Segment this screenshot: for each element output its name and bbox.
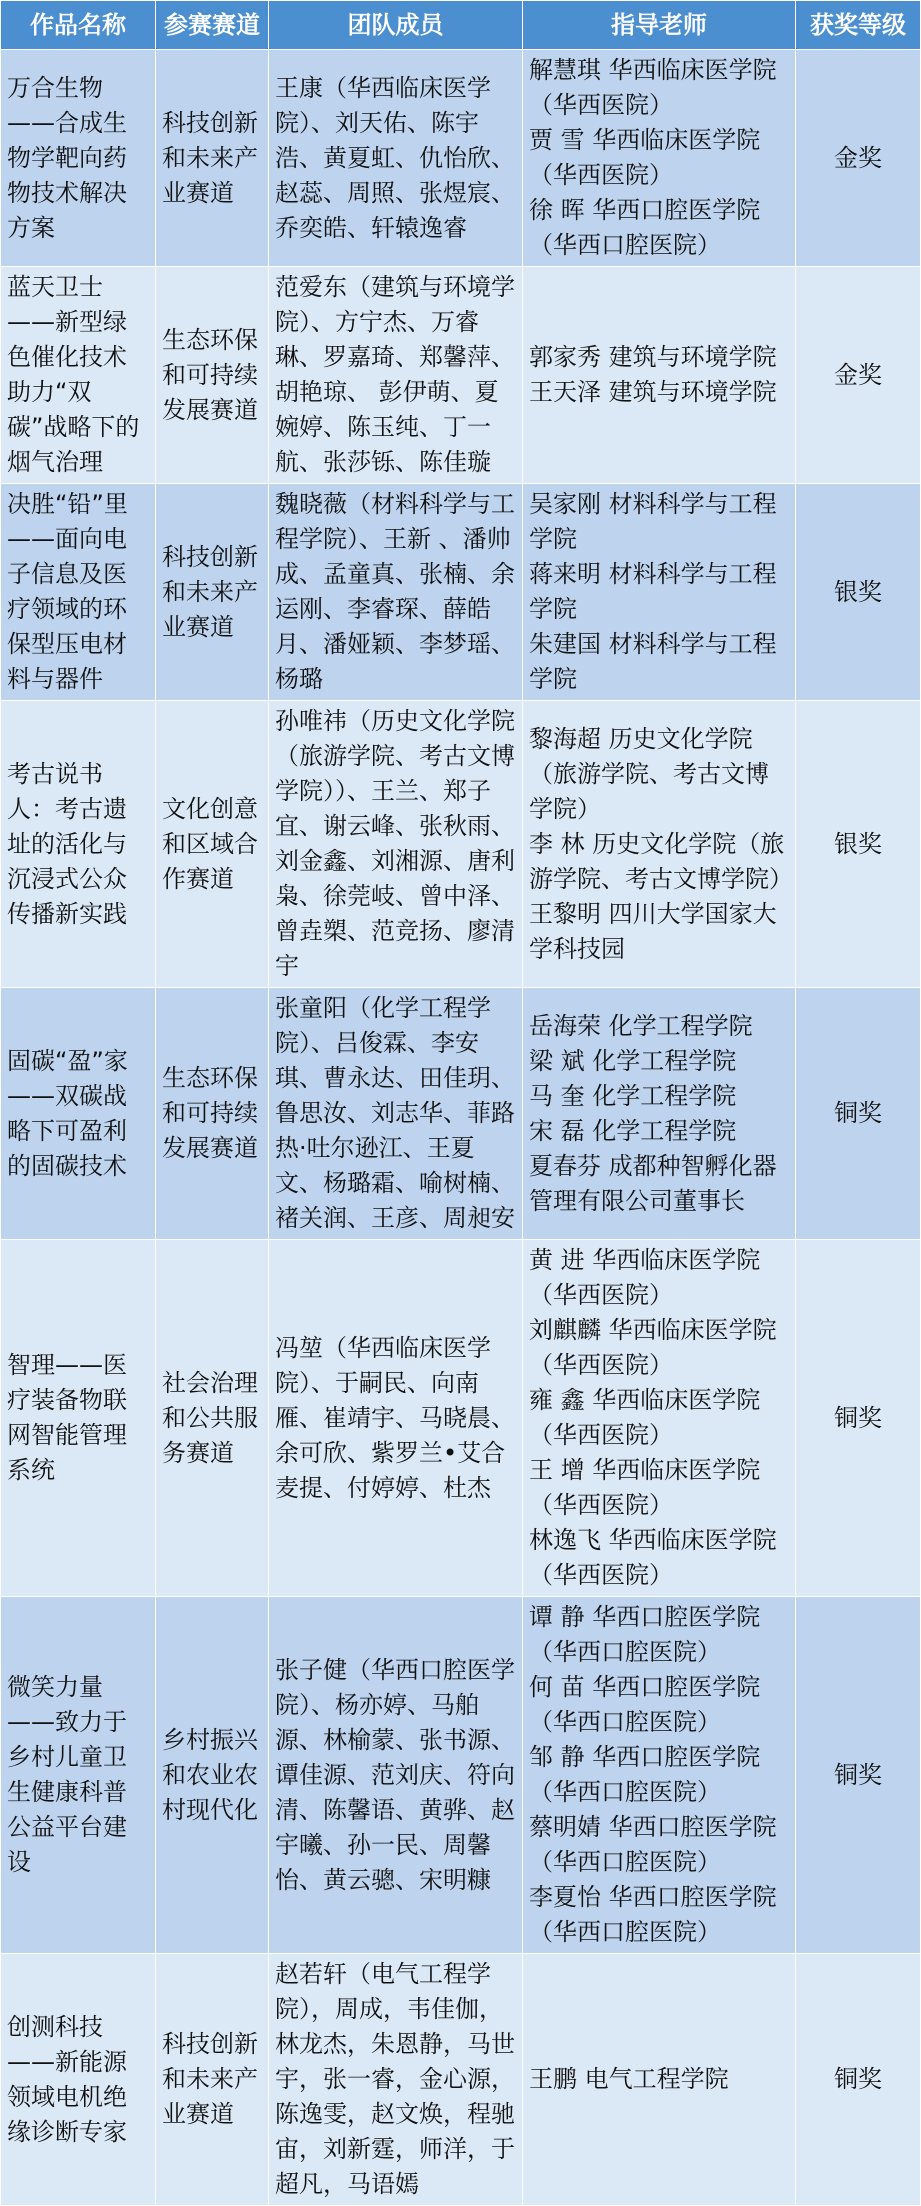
advisor-item: 黄 进 华西临床医学院（华西医院） bbox=[529, 1246, 761, 1309]
header-level: 获奖等级 bbox=[796, 1, 921, 50]
entry-team: 张子健（华西口腔医学院）、杨亦婷、马舶源、林榆蒙、张书源、谭佳源、范刘庆、符向清、陈馨语、黄骅、赵宇曦、孙一民、周馨怡、黄云骢、宋明糠 bbox=[269, 1597, 523, 1954]
header-name: 作品名称 bbox=[1, 1, 156, 50]
entry-level: 金奖 bbox=[796, 50, 921, 267]
entry-track: 生态环保和可持续发展赛道 bbox=[156, 988, 269, 1240]
header-row bbox=[1, 1, 921, 50]
table-row bbox=[1, 701, 921, 988]
entry-level: 铜奖 bbox=[796, 988, 921, 1240]
advisor-item: 吴家刚 材料科学与工程学院 bbox=[529, 490, 777, 553]
entry-advisors bbox=[523, 1240, 796, 1597]
table-row bbox=[1, 484, 921, 701]
advisor-item: 宋 磊 化学工程学院 bbox=[529, 1116, 737, 1145]
entry-team: 魏晓薇（材料科学与工程学院）、王新 、潘帅成、孟童真、张楠、余运刚、李睿琛、薛皓月、潘娅颖、李梦瑶、杨璐 bbox=[269, 484, 523, 701]
advisor-item: 朱建国 材料科学与工程学院 bbox=[529, 630, 777, 693]
advisor-item: 雍 鑫 华西临床医学院（华西医院） bbox=[529, 1386, 761, 1449]
advisor-item: 刘麒麟 华西临床医学院（华西医院） bbox=[529, 1316, 777, 1379]
advisor-item: 黎海超 历史文化学院（旅游学院、考古文博学院） bbox=[529, 724, 769, 823]
advisor-item: 何 苗 华西口腔医学院（华西口腔医院） bbox=[529, 1673, 761, 1736]
advisor-item: 岳海荣 化学工程学院 bbox=[529, 1011, 753, 1040]
entry-name: 微笑力量——致力于乡村儿童卫生健康科普公益平台建设 bbox=[1, 1597, 156, 1954]
table-row bbox=[1, 267, 921, 484]
entry-level: 铜奖 bbox=[796, 1954, 921, 2206]
entry-track: 文化创意和区域合作赛道 bbox=[156, 701, 269, 988]
advisor-item: 梁 斌 化学工程学院 bbox=[529, 1046, 737, 1075]
entry-track: 生态环保和可持续发展赛道 bbox=[156, 267, 269, 484]
advisor-item: 贾 雪 华西临床医学院（华西医院） bbox=[529, 126, 761, 189]
table-row bbox=[1, 50, 921, 267]
advisor-item: 解慧琪 华西临床医学院（华西医院） bbox=[529, 56, 777, 119]
advisor-item: 林逸飞 华西临床医学院（华西医院） bbox=[529, 1526, 777, 1589]
advisor-item: 郭家秀 建筑与环境学院 bbox=[529, 343, 777, 371]
advisor-item: 王黎明 四川大学国家大学科技园 bbox=[529, 899, 777, 963]
header-track: 参赛赛道 bbox=[156, 1, 269, 50]
table-row bbox=[1, 1597, 921, 1954]
entry-track: 科技创新和未来产业赛道 bbox=[156, 50, 269, 267]
entry-team: 王康（华西临床医学院）、刘天佑、陈宇浩、黄夏虹、仇怡欣、赵蕊、周照、张煜宸、乔奕皓、轩辕逸睿 bbox=[269, 50, 523, 267]
entry-team: 孙唯祎（历史文化学院（旅游学院、考古文博学院））、王兰、郑子宜、谢云峰、张秋雨、刘金鑫、刘湘源、唐利枭、徐莞岐、曾中泽、曾垚槊、范竞扬、廖清宇 bbox=[269, 701, 523, 988]
entry-track: 社会治理和公共服务赛道 bbox=[156, 1240, 269, 1597]
header-team: 团队成员 bbox=[269, 1, 523, 50]
entry-team: 张童阳（化学工程学院）、吕俊霖、李安琪、曹永达、田佳玥、鲁思汝、刘志华、菲路热·吐尔逊江、王夏文、杨璐霜、喻树楠、褚关润、王彦、周昶安 bbox=[269, 988, 523, 1240]
entry-track: 科技创新和未来产业赛道 bbox=[156, 1954, 269, 2206]
entry-name: 决胜“铅”里——面向电子信息及医疗领域的环保型压电材料与器件 bbox=[1, 484, 156, 701]
entry-advisors bbox=[523, 988, 796, 1240]
entry-level: 银奖 bbox=[796, 701, 921, 988]
entry-name: 万合生物——合成生物学靶向药物技术解决方案 bbox=[1, 50, 156, 267]
table-row bbox=[1, 1954, 921, 2206]
entry-advisors bbox=[523, 701, 796, 988]
entry-track: 科技创新和未来产业赛道 bbox=[156, 484, 269, 701]
entry-level: 银奖 bbox=[796, 484, 921, 701]
advisor-item: 马 奎 化学工程学院 bbox=[529, 1081, 737, 1110]
table-row bbox=[1, 988, 921, 1240]
advisor-item: 李 林 历史文化学院（旅游学院、考古文博学院） bbox=[529, 829, 793, 893]
table-row bbox=[1, 1240, 921, 1597]
entry-track: 乡村振兴和农业农村现代化 bbox=[156, 1597, 269, 1954]
advisor-item: 蔡明婧 华西口腔医学院（华西口腔医院） bbox=[529, 1813, 777, 1876]
entry-name: 创测科技——新能源领域电机绝缘诊断专家 bbox=[1, 1954, 156, 2206]
entry-level: 铜奖 bbox=[796, 1597, 921, 1954]
entry-level: 铜奖 bbox=[796, 1240, 921, 1597]
advisor-item: 蒋来明 材料科学与工程学院 bbox=[529, 560, 777, 623]
entry-name: 蓝天卫士——新型绿色催化技术助力“双碳”战略下的烟气治理 bbox=[1, 267, 156, 484]
advisor-item: 徐 晖 华西口腔医学院（华西口腔医院） bbox=[529, 196, 761, 259]
advisor-item: 邹 静 华西口腔医学院（华西口腔医院） bbox=[529, 1743, 761, 1806]
entry-team: 赵若轩（电气工程学院），周成，韦佳伽，林龙杰，朱恩静，马世宇，张一睿，金心源，陈逸雯，赵文焕，程驰宙，刘新霆，师洋，于超凡，马语嫣 bbox=[269, 1954, 523, 2206]
entry-advisors bbox=[523, 484, 796, 701]
entry-advisors bbox=[523, 50, 796, 267]
header-advisors: 指导老师 bbox=[523, 1, 796, 50]
advisor-item: 王天泽 建筑与环境学院 bbox=[529, 378, 777, 406]
advisor-item: 王鹏 电气工程学院 bbox=[529, 2065, 729, 2093]
entry-advisors bbox=[523, 1597, 796, 1954]
entry-team: 范爱东（建筑与环境学院）、方宁杰、万睿琳、罗嘉琦、郑馨萍、胡艳琼、 彭伊萌、夏婉婷、陈玉纯、丁一航、张莎铄、陈佳璇 bbox=[269, 267, 523, 484]
entry-name: 智理——医疗装备物联网智能管理系统 bbox=[1, 1240, 156, 1597]
advisor-item: 李夏怡 华西口腔医学院（华西口腔医院） bbox=[529, 1883, 777, 1946]
advisor-item: 王 增 华西临床医学院（华西医院） bbox=[529, 1456, 761, 1519]
advisor-item: 夏春芬 成都种智孵化器管理有限公司董事长 bbox=[529, 1151, 777, 1215]
entry-name: 考古说书人：考古遗址的活化与沉浸式公众传播新实践 bbox=[1, 701, 156, 988]
entry-advisors bbox=[523, 267, 796, 484]
entry-team: 冯堃（华西临床医学院）、于嗣民、向南雁、崔靖宇、马晓晨、余可欣、紫罗兰•艾合麦提、付婷婷、杜杰 bbox=[269, 1240, 523, 1597]
entry-name: 固碳“盈”家——双碳战略下可盈利的固碳技术 bbox=[1, 988, 156, 1240]
entry-advisors bbox=[523, 1954, 796, 2206]
entry-level: 金奖 bbox=[796, 267, 921, 484]
advisor-item: 谭 静 华西口腔医学院（华西口腔医院） bbox=[529, 1603, 761, 1666]
